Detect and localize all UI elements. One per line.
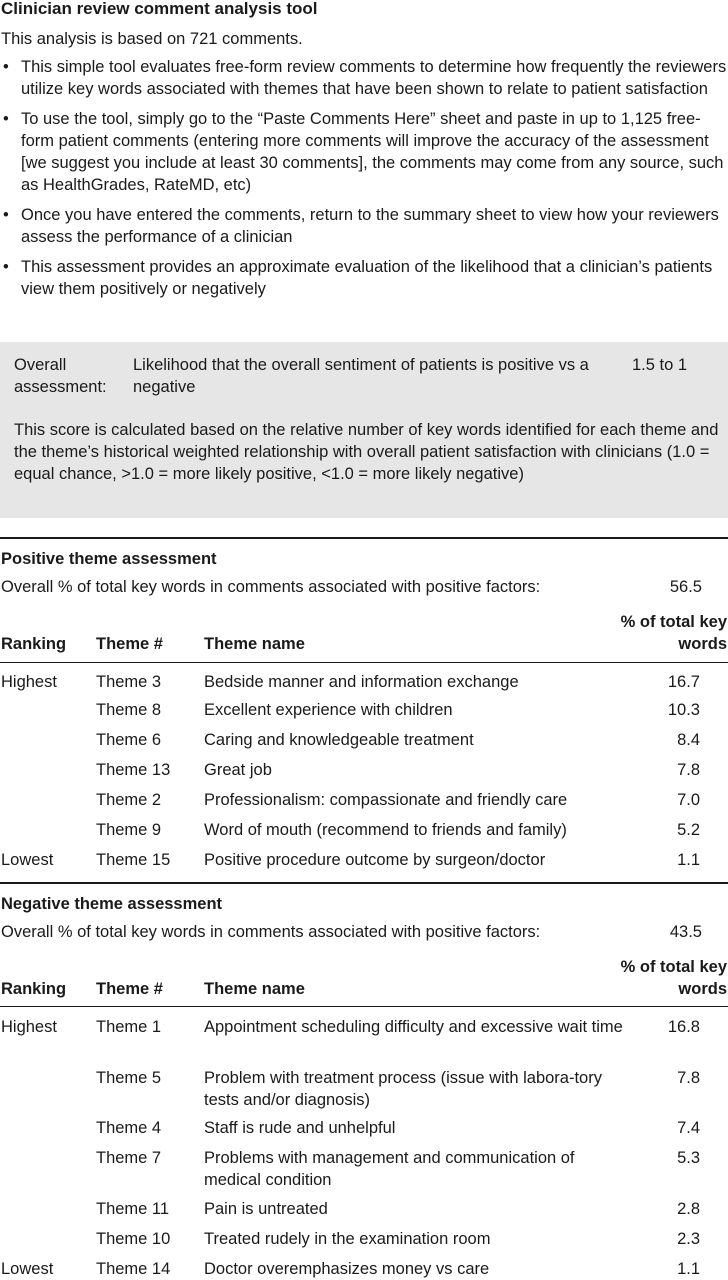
- ranking-cell: Highest: [1, 1018, 57, 1036]
- assessment-description: Likelihood that the overall sentiment of patients is positive vs a negative: [133, 356, 589, 396]
- theme-number-cell: Theme 1: [96, 1018, 162, 1036]
- ranking-cell: Lowest: [1, 851, 54, 869]
- pct-cell: 7.8: [677, 761, 700, 779]
- pct-cell: 8.4: [677, 731, 700, 749]
- pct-cell: 7.8: [677, 1069, 700, 1087]
- header-pct-total: % of total key words: [620, 958, 727, 998]
- header-theme-number: Theme #: [96, 980, 163, 998]
- overall-assessment-box: [0, 342, 728, 518]
- pct-cell: 2.8: [677, 1200, 700, 1218]
- pct-cell: 16.8: [667, 1018, 700, 1036]
- theme-number-cell: Theme 9: [96, 821, 162, 839]
- section-divider: [0, 882, 728, 884]
- positive-section-title: Positive theme assessment: [1, 550, 217, 568]
- theme-number-cell: Theme 5: [96, 1069, 162, 1087]
- ranking-cell: Lowest: [1, 1260, 54, 1278]
- pct-cell: 5.2: [677, 821, 700, 839]
- theme-number-cell: Theme 15: [96, 851, 171, 869]
- header-ranking: Ranking: [1, 635, 67, 653]
- header-ranking: Ranking: [1, 980, 67, 998]
- theme-name-cell: Problem with treatment process (issue with labora-tory tests and/or diagnosis): [204, 1069, 602, 1109]
- positive-overall-value: 56.5: [669, 578, 702, 596]
- pct-cell: 7.0: [677, 791, 700, 809]
- pct-cell: 1.1: [677, 1260, 700, 1278]
- positive-table-header: [0, 611, 728, 657]
- header-divider: [0, 1006, 728, 1007]
- negative-overall: [1, 921, 728, 943]
- instruction-list: [0, 56, 728, 308]
- positive-overall: [1, 576, 728, 598]
- theme-name-cell: Word of mouth (recommend to friends and family): [204, 821, 567, 839]
- theme-number-cell: Theme 11: [96, 1200, 170, 1218]
- intro-text: This analysis is based on 721 comments.: [1, 30, 303, 48]
- theme-number-cell: Theme 14: [96, 1260, 171, 1278]
- instruction-item: • This assessment provides an approximate evaluation of the likelihood that a clinician’s patients view them positively or negatively: [0, 256, 728, 300]
- assessment-label: Overall assessment:: [14, 356, 107, 396]
- theme-name-cell: Great job: [204, 761, 272, 779]
- instruction-item: • This simple tool evaluates free-form review comments to determine how frequently the reviewers utilize key words associated with themes that have been shown to relate to patient satisfaction: [0, 56, 728, 100]
- instruction-item: • Once you have entered the comments, return to the summary sheet to view how your reviewers assess the performance of a clinician: [0, 204, 728, 248]
- theme-name-cell: Doctor overemphasizes money vs care: [204, 1260, 490, 1278]
- negative-overall-label: Overall % of total key words in comments associated with positive factors:: [1, 923, 541, 941]
- theme-name-cell: Treated rudely in the examination room: [204, 1230, 491, 1248]
- negative-section-title: Negative theme assessment: [1, 895, 223, 913]
- pct-cell: 16.7: [667, 673, 700, 691]
- theme-number-cell: Theme 4: [96, 1119, 162, 1137]
- header-theme-number: Theme #: [96, 635, 163, 653]
- section-divider: [0, 537, 728, 539]
- pct-cell: 2.3: [677, 1230, 700, 1248]
- header-divider: [0, 662, 728, 663]
- theme-number-cell: Theme 13: [96, 761, 171, 779]
- theme-name-cell: Professionalism: compassionate and friendly care: [204, 791, 568, 809]
- theme-number-cell: Theme 2: [96, 791, 162, 809]
- theme-name-cell: Excellent experience with children: [204, 701, 453, 719]
- theme-name-cell: Staff is rude and unhelpful: [204, 1119, 396, 1137]
- pct-cell: 5.3: [677, 1149, 700, 1167]
- negative-overall-value: 43.5: [669, 923, 702, 941]
- theme-name-cell: Caring and knowledgeable treatment: [204, 731, 474, 749]
- theme-number-cell: Theme 10: [96, 1230, 171, 1248]
- positive-overall-label: Overall % of total key words in comments associated with positive factors:: [1, 578, 541, 596]
- assessment-ratio: 1.5 to 1: [632, 356, 688, 374]
- theme-number-cell: Theme 6: [96, 731, 162, 749]
- theme-name-cell: Pain is untreated: [204, 1200, 328, 1218]
- theme-number-cell: Theme 7: [96, 1149, 162, 1167]
- theme-number-cell: Theme 3: [96, 673, 162, 691]
- pct-cell: 1.1: [677, 851, 700, 869]
- pct-cell: 10.3: [667, 701, 700, 719]
- theme-name-cell: Appointment scheduling difficulty and excessive wait time: [204, 1018, 623, 1036]
- theme-number-cell: Theme 8: [96, 701, 162, 719]
- theme-name-cell: Bedside manner and information exchange: [204, 673, 519, 691]
- assessment-note: This score is calculated based on the relative number of key words identified for each theme and the theme’s historical weighted relationship with overall patient satisfaction with clinicians (1.0 = equal chance, >1.0 = more likely positive, <1.0 = more likely negative): [14, 421, 719, 483]
- pct-cell: 7.4: [677, 1119, 700, 1137]
- ranking-cell: Highest: [1, 673, 57, 691]
- theme-name-cell: Positive procedure outcome by surgeon/doctor: [204, 851, 546, 869]
- header-theme-name: Theme name: [204, 980, 305, 998]
- negative-table-header: [0, 956, 728, 1002]
- header-theme-name: Theme name: [204, 635, 305, 653]
- header-pct-total: % of total key words: [620, 613, 727, 653]
- theme-name-cell: Problems with management and communication of medical condition: [204, 1149, 575, 1189]
- document-title: Clinician review comment analysis tool: [1, 0, 318, 18]
- instruction-item: • To use the tool, simply go to the “Paste Comments Here” sheet and paste in up to 1,125 free-form patient comments (entering more comments will improve the accuracy of the assessment [we suggest you include at least 30 comments], the comments may come from any source, such as HealthGrades, RateMD, etc): [0, 108, 728, 196]
